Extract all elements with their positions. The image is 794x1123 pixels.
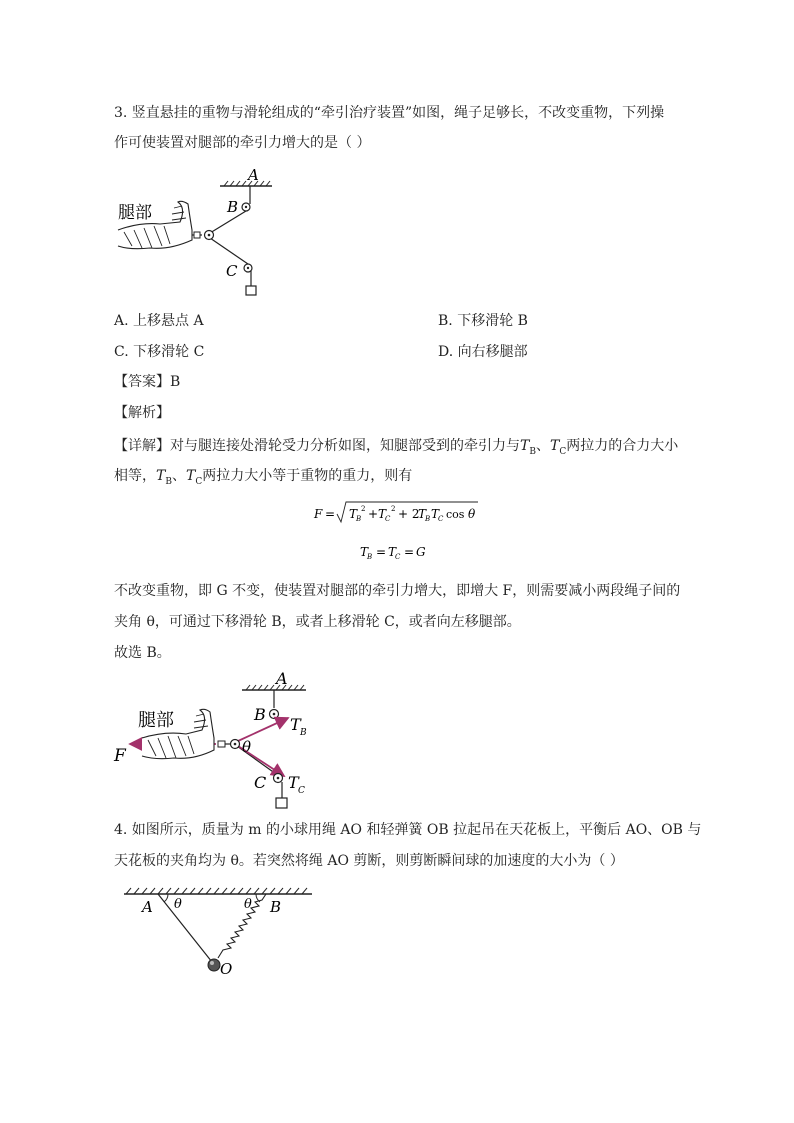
svg-text:=: = <box>404 545 415 559</box>
fig2-label-theta: θ <box>242 738 252 756</box>
fig2-label-c: C <box>254 773 267 792</box>
svg-text:2: 2 <box>361 505 366 513</box>
q3-stem-line2: 作可使装置对腿部的牵引力增大的是（ ） <box>114 135 371 151</box>
fig2-label-tb: T <box>290 715 301 734</box>
svg-text:G: G <box>416 545 426 559</box>
fig2-label-f: F <box>114 746 126 766</box>
detail-line2: 相等，$T_B$、$T_C$两拉力大小等于重物的重力，则有 <box>114 468 413 487</box>
fig1-label-leg: 腿部 <box>118 203 152 223</box>
fig3-label-theta2: θ <box>244 897 252 912</box>
svg-text:2: 2 <box>391 505 396 513</box>
fig3-label-a: A <box>142 898 153 916</box>
q4-stem-line1: 4. 如图所示，质量为 m 的小球用绳 AO 和轻弹簧 OB 拉起吊在天花板上，平衡后 AO、OB 与 <box>114 822 702 838</box>
weight <box>246 286 256 295</box>
svg-text:+: + <box>368 507 379 521</box>
svg-text:B: B <box>425 515 431 523</box>
svg-text:C: C <box>438 515 444 523</box>
fig3-label-o: O <box>220 960 233 978</box>
conclusion-line: 故选 B。 <box>114 645 171 661</box>
formula-equal-tensions <box>358 540 438 564</box>
formula-resultant <box>312 498 492 530</box>
spring <box>218 894 266 958</box>
fig3-label-b: B <box>270 898 282 916</box>
svg-text:T: T <box>431 507 440 521</box>
fig2-weight <box>276 798 287 808</box>
q3-stem-line1: 3. 竖直悬挂的重物与滑轮组成的“牵引治疗装置”如图，绳子足够长，不改变重物，下列操 <box>114 105 665 121</box>
force-analysis-figure <box>110 668 330 813</box>
fig2-label-leg: 腿部 <box>138 710 174 731</box>
fig3-label-theta1: θ <box>174 897 182 912</box>
option-a: A. 上移悬点 A <box>114 313 204 329</box>
svg-text:C: C <box>395 553 401 561</box>
svg-text:T: T <box>418 507 427 521</box>
answer-line: 【答案】B <box>114 374 181 390</box>
para-line2: 夹角 θ，可通过下移滑轮 B，或者上移滑轮 C，或者向左移腿部。 <box>114 614 521 630</box>
option-c: C. 下移滑轮 C <box>114 344 205 360</box>
svg-text:C: C <box>385 515 391 523</box>
svg-text:T: T <box>360 545 369 559</box>
q4-spring-figure <box>118 880 318 980</box>
ball <box>208 959 220 971</box>
svg-text:cos: cos <box>446 508 465 521</box>
svg-text:+ 2: + 2 <box>398 507 420 521</box>
para-line1: 不改变重物，即 G 不变，使装置对腿部的牵引力增大，即增大 F，则需要减小两段绳子间的 <box>114 583 681 599</box>
analysis-heading: 【解析】 <box>114 405 170 421</box>
fig2-label-tc: T <box>288 773 299 792</box>
fig1-label-a: A <box>248 166 259 184</box>
svg-text:T: T <box>378 507 387 521</box>
option-d: D. 向右移腿部 <box>438 344 528 360</box>
fig2-label-a: A <box>276 669 288 688</box>
svg-text:=: = <box>325 507 336 521</box>
svg-text:F: F <box>314 507 323 521</box>
option-b: B. 下移滑轮 B <box>438 313 528 329</box>
svg-text:=: = <box>376 545 387 559</box>
fig1-label-c: C <box>226 262 238 280</box>
svg-text:T: T <box>388 545 397 559</box>
detail-line1: 【详解】对与腿连接处滑轮受力分析如图，知腿部受到的牵引力与$T_B$、$T_C$两拉力的合力大小 <box>114 438 679 457</box>
q3-traction-figure <box>110 160 310 300</box>
q4-stem-line2: 天花板的夹角均为 θ。若突然将绳 AO 剪断，则剪断瞬间球的加速度的大小为（ ） <box>114 853 624 869</box>
svg-text:B: B <box>367 553 373 561</box>
svg-text:B: B <box>300 728 307 738</box>
svg-text:T: T <box>349 507 358 521</box>
svg-text:B: B <box>356 515 362 523</box>
svg-text:θ: θ <box>468 507 476 521</box>
fig1-label-b: B <box>227 198 239 216</box>
svg-text:C: C <box>298 786 305 796</box>
fig2-label-b: B <box>254 705 266 724</box>
